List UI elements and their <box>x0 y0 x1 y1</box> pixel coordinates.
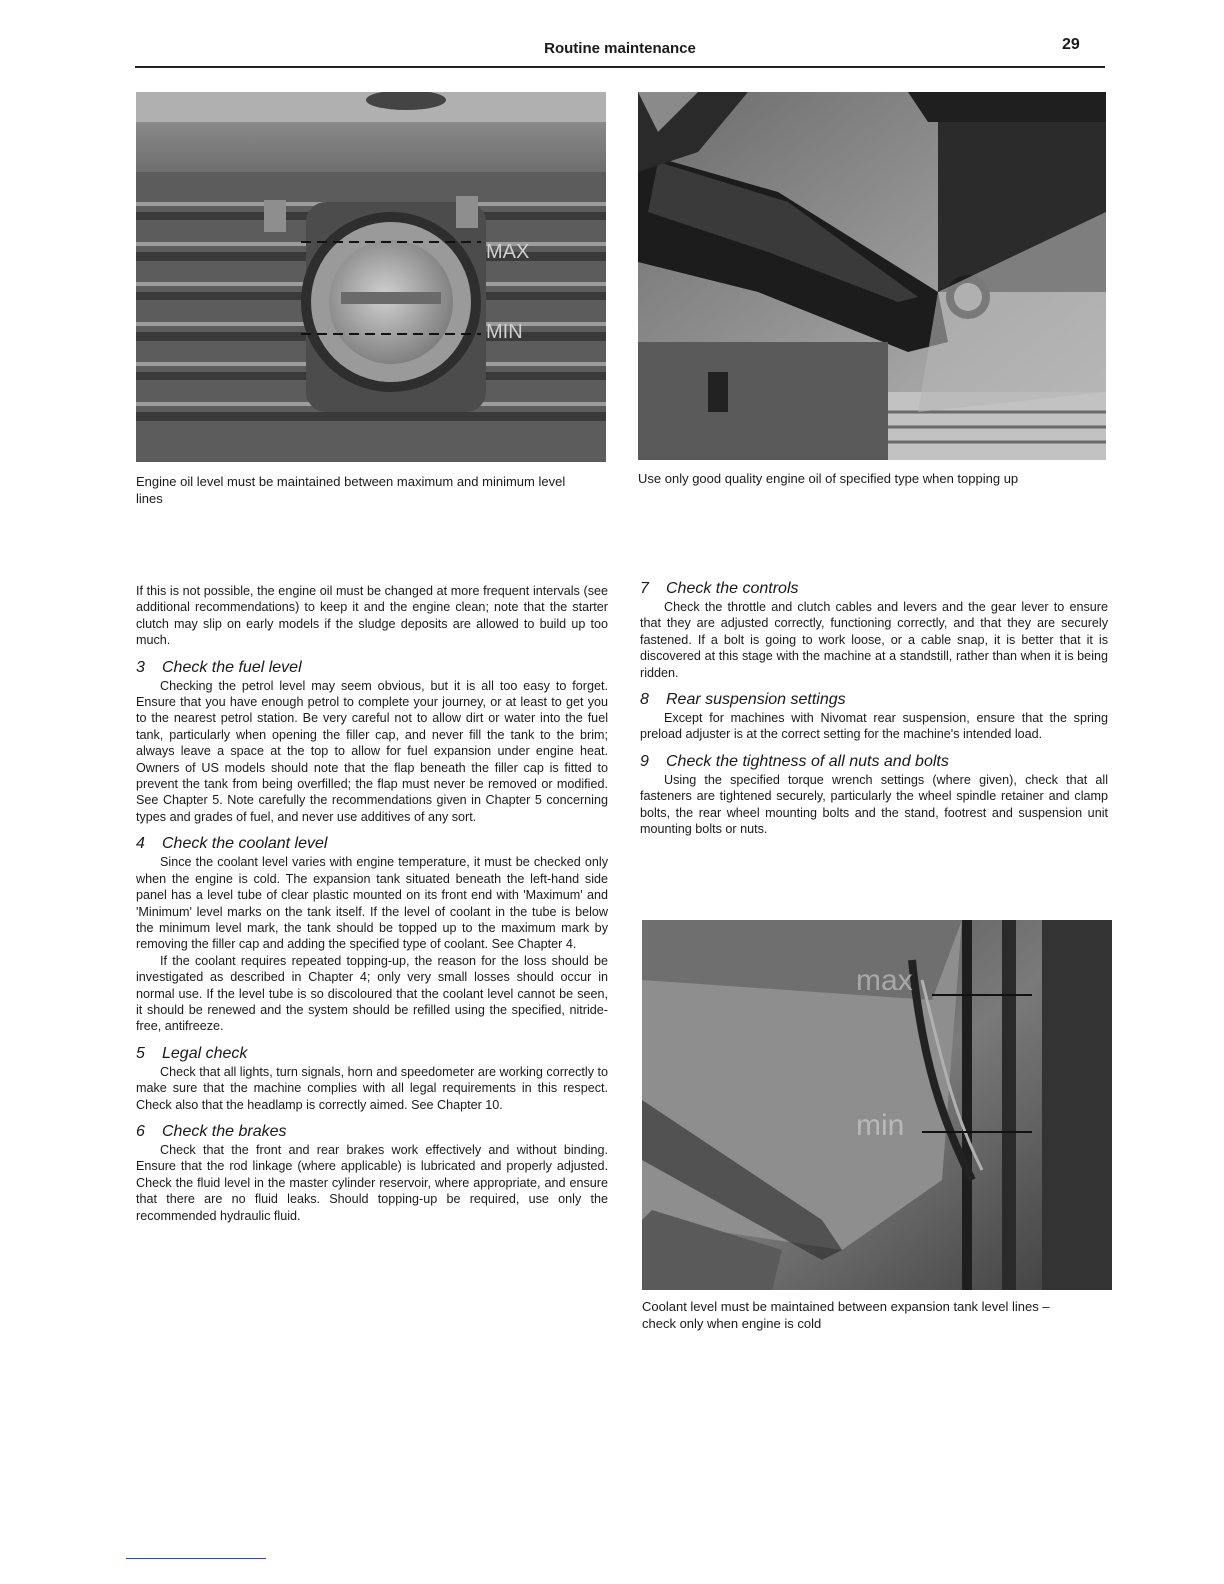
oil-filler-photo <box>638 92 1106 460</box>
section-paragraph: Since the coolant level varies with engine temperature, it must be checked only when the engine is cold. The expansion tank situated beneath the left-hand side panel has a level tube of clear plastic mounted on its front end with 'Maximum' and 'Minimum' level marks on the tank itself. If the level of coolant in the tube is below the minimum level mark, the tank should be topped up to the maximum mark by removing the filler cap and adding the specified type of coolant. See Chapter 4. <box>136 855 608 952</box>
section-brakes <box>136 1123 608 1224</box>
footnote-rule <box>126 1558 266 1559</box>
oil-filler-caption: Use only good quality engine oil of specified type when topping up <box>638 471 1019 486</box>
left-text-column <box>136 583 608 1224</box>
section-nuts-bolts <box>640 753 1108 838</box>
section-paragraph: Checking the petrol level may seem obvious, but it is all too easy to forget. Ensure that you have enough petrol to complete your journey, or at least to get you to the nearest petrol station. Be very careful not to allow dirt or water into the fuel tank, particularly when opening the filler cap, and never fill the tank to the brim; always leave a space at the top to allow for fuel expansion under engine heat. Owners of US models should note that the flap beneath the filler cap is fitted to prevent the tank from being overfilled; the flap must never be removed or modified. See Chapter 5. Note carefully the recommendations given in Chapter 5 concerning types and grades of fuel, and never use additives of any sort. <box>136 678 608 824</box>
coolant-max-label: max <box>856 964 913 997</box>
oil-min-label: MIN <box>486 321 523 343</box>
section-heading: 9 Check the tightness of all nuts and bolts <box>640 752 949 770</box>
coolant-min-label: min <box>856 1109 905 1142</box>
oil-sight-window-photo <box>136 92 606 462</box>
section-paragraph: Check that the front and rear brakes work effectively and without binding. Ensure that the rod linkage (where applicable) is lubricated and properly adjusted. Check the fluid level in the master cylinder reservoir, where appropriate, and ensure that there are no fluid leaks. Should topping-up be required, use only the recommended hydraulic fluid. <box>136 1142 608 1223</box>
oil-window-caption: Engine oil level must be maintained between maximum and minimum level lines <box>136 474 566 506</box>
section-paragraph: Check that all lights, turn signals, horn and speedometer are working correctly to make sure that the machine complies with all legal requirements in this respect. Check also that the headlamp is correctly aimed. See Chapter 10. <box>136 1064 609 1112</box>
header-rule <box>135 66 1105 68</box>
section-paragraph: Using the specified torque wrench settings (where given), check that all fasteners are tightened securely, particularly the wheel spindle retainer and clamp bolts, the rear wheel mounting bolts and the stand, footrest and suspension unit mounting bolts or nuts. <box>640 772 1108 837</box>
section-paragraph: If the coolant requires repeated topping-up, the reason for the loss should be investigated as described in Chapter 4; only very small losses should occur in normal use. If the level tube is so discoloured that the coolant level cannot be seen, it should be renewed and the system should be refilled using the specified, nitride-free, antifreeze. <box>136 953 608 1034</box>
coolant-tank-photo <box>642 920 1112 1290</box>
section-legal-check <box>136 1045 608 1113</box>
section-controls <box>640 580 1108 681</box>
page-number: 29 <box>1062 36 1080 53</box>
section-fuel-level <box>136 659 608 826</box>
right-text-column <box>640 580 1108 837</box>
section-heading: 6 Check the brakes <box>136 1122 287 1140</box>
section-heading: 3 Check the fuel level <box>136 658 302 676</box>
section-heading: 8 Rear suspension settings <box>640 691 846 709</box>
section-paragraph: Except for machines with Nivomat rear suspension, ensure that the spring preload adjuster is at the correct setting for the machine's intended load. <box>640 711 1108 742</box>
section-heading: 7 Check the controls <box>640 580 799 597</box>
section-coolant-level <box>136 835 608 1034</box>
section-rear-suspension <box>640 691 1108 743</box>
oil-max-label: MAX <box>486 241 530 263</box>
section-paragraph: Check the throttle and clutch cables and levers and the gear lever to ensure that they are adjusted correctly, functioning correctly, and that they are securely fastened. If a bolt is going to work loose, or a cable snap, it is better that it is discovered at this stage with the machine at a standstill, rather than when it is being ridden. <box>640 600 1108 680</box>
section-heading: 5 Legal check <box>136 1044 248 1062</box>
section-heading: 4 Check the coolant level <box>136 835 328 853</box>
intro-paragraph: If this is not possible, the engine oil must be changed at more frequent intervals (see additional recommendations) to keep it and the engine clean; note that the starter clutch may slip on early models if the sludge deposits are allowed to build up too much. <box>136 584 608 648</box>
running-header-title: Routine maintenance <box>544 40 696 57</box>
coolant-tank-caption: Coolant level must be maintained between expansion tank level lines – check only when engine is cold <box>642 1299 1050 1331</box>
